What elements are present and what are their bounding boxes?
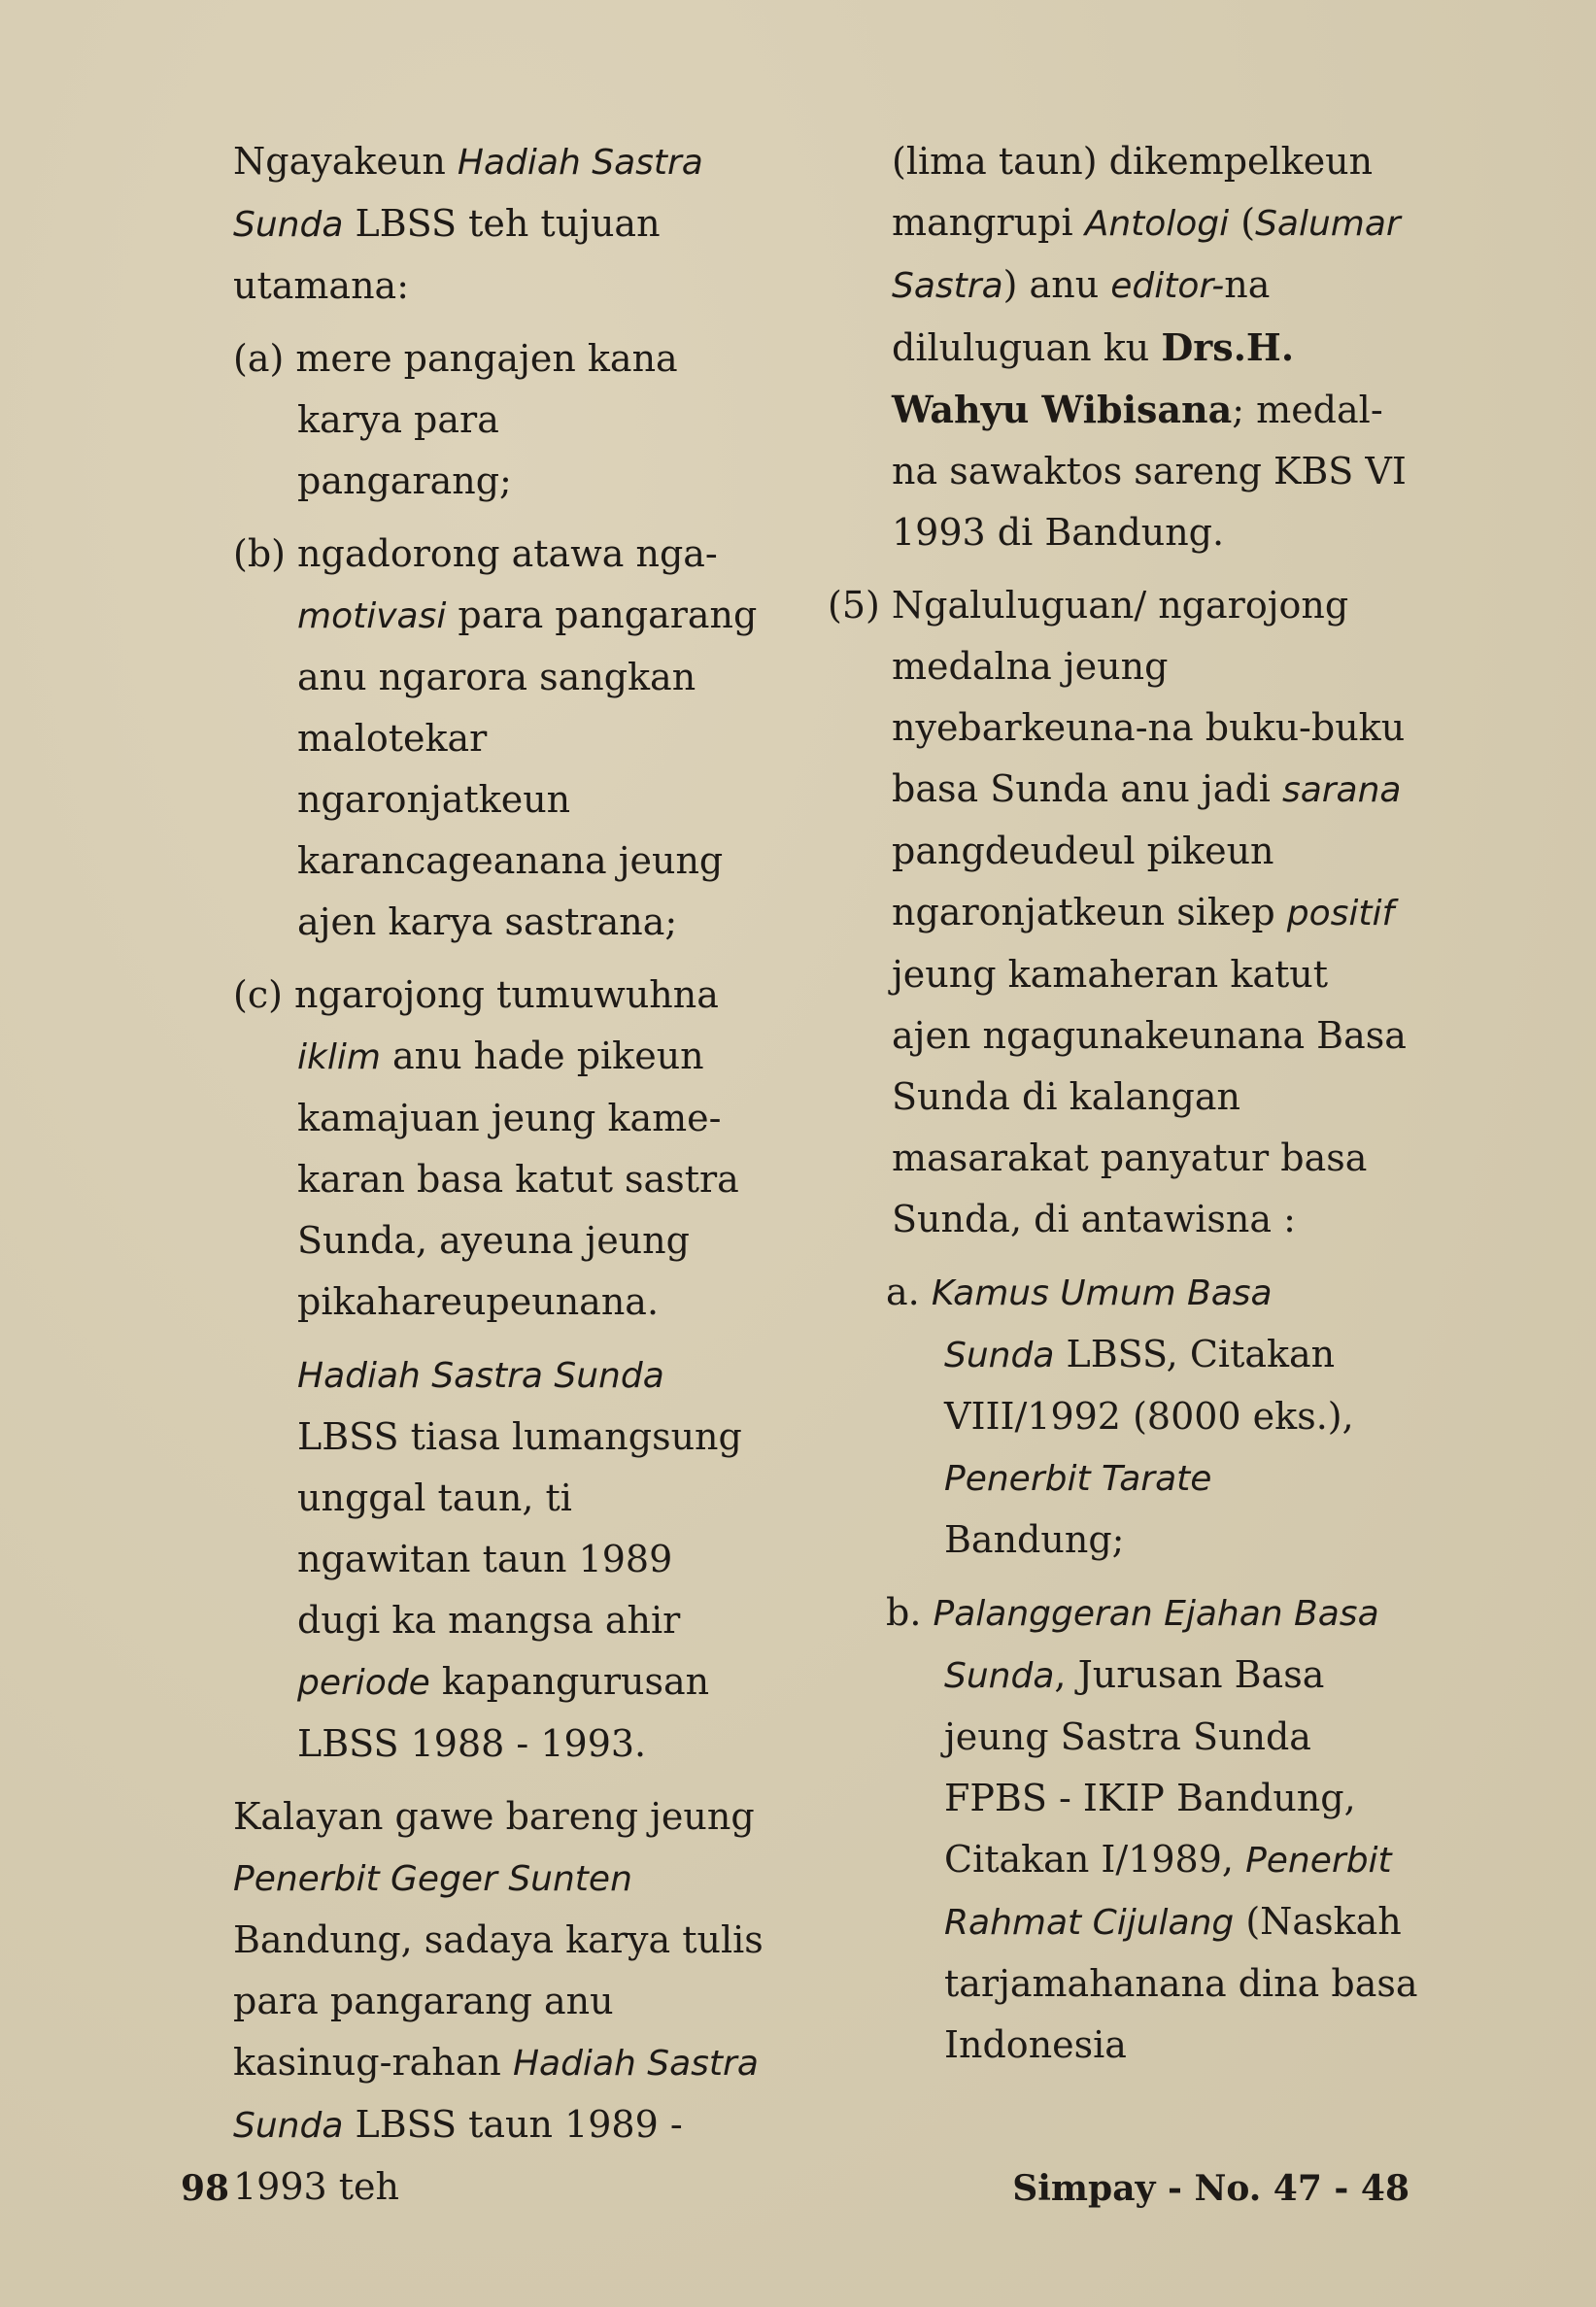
list-item-c xyxy=(233,965,816,1333)
italic-text: periode xyxy=(297,1663,430,1703)
continuation-paragraph xyxy=(828,131,1430,563)
text: (lima taun) dikempelkeun mangrupi xyxy=(892,140,1374,244)
text: Bandung, sadaya karya tulis para pangarang anu kasinug-rahan xyxy=(233,1918,764,2084)
italic-text: motivasi xyxy=(297,596,447,636)
text: pangdeudeul pikeun ngaronjatkeun sikep xyxy=(892,830,1287,933)
sub-item-a xyxy=(828,1262,1430,1571)
text: Ngayakeun xyxy=(233,140,458,183)
text: LBSS taun 1989 - 1993 teh xyxy=(233,2103,683,2208)
text: , Jurusan Basa jeung Sastra Sunda FPBS - IKIP Bandung, Citakan I/1989, xyxy=(944,1653,1356,1881)
text: (Naskah tarjamahanana dina basa Indonesia xyxy=(944,1900,1418,2066)
text: (5) Ngaluluguan/ ngarojong medalna jeung nyebarkeuna-na buku-buku basa Sunda anu jadi xyxy=(828,584,1406,810)
text: Bandung; xyxy=(944,1518,1125,1561)
italic-text: Hadiah Sastra Sunda xyxy=(297,1356,664,1396)
italic-text: Hadiah Sastra Sunda xyxy=(233,143,703,245)
italic-text: editor- xyxy=(1110,266,1225,306)
text: (c) ngarojong tumuwuhna xyxy=(233,973,719,1016)
intro-paragraph xyxy=(233,131,816,317)
text: (b) ngadorong atawa nga- xyxy=(233,532,718,575)
italic-text: Hadiah Sastra Sunda xyxy=(233,2044,759,2146)
sub-item-b xyxy=(828,1582,1430,2076)
text: Kalayan gawe bareng jeung xyxy=(233,1795,755,1838)
text: ( xyxy=(1229,201,1256,244)
list-item-5 xyxy=(828,575,1430,1250)
text: kapangurusan LBSS 1988 - 1993. xyxy=(297,1660,710,1765)
text: para pangarang anu ngarora sangkan malotekar ngaronjatkeun karancageanana jeung ajen karya sastrana; xyxy=(297,594,758,943)
kalayan-paragraph xyxy=(233,1786,816,2218)
left-column xyxy=(233,131,816,2218)
italic-text: Penerbit Geger Sunten xyxy=(233,1859,632,1899)
text: LBSS, Citakan VIII/1992 (8000 eks.), xyxy=(944,1333,1354,1438)
text: na diluluguan ku xyxy=(892,263,1271,369)
text: a. xyxy=(886,1271,932,1313)
text: ; medal-na sawaktos sareng KBS VI 1993 di Bandung. xyxy=(892,389,1407,554)
italic-text: Penerbit Tarate xyxy=(944,1459,1212,1499)
italic-text: Antologi xyxy=(1084,204,1230,244)
right-column xyxy=(828,131,1430,2076)
italic-text: Palanggeran Ejahan Basa Sunda xyxy=(933,1594,1379,1696)
italic-text: Kamus Umum Basa Sunda xyxy=(931,1273,1273,1375)
italic-text: sarana xyxy=(1281,770,1402,810)
italic-text: Salumar Sastra xyxy=(892,204,1401,306)
italic-text: positif xyxy=(1286,894,1395,933)
text: LBSS teh tujuan utamana: xyxy=(233,202,661,307)
text: LBSS tiasa lumangsung unggal taun, ti ngawitan taun 1989 dugi ka mangsa ahir xyxy=(297,1415,742,1642)
page-number: 98 xyxy=(181,2168,230,2209)
list-item-b xyxy=(233,524,816,953)
bold-text: Drs.H. Wahyu Wibisana xyxy=(892,325,1295,431)
italic-text: Penerbit Rahmat Cijulang xyxy=(944,1841,1392,1943)
magazine-footer: Simpay - No. 47 - 48 xyxy=(1012,2168,1409,2209)
text: anu hade pikeun kamajuan jeung kame-karan basa katut sastra Sunda, ayeuna jeung pikahareupeunana. xyxy=(297,1035,739,1323)
text: jeung kamaheran katut ajen ngagunakeunana Basa Sunda di kalangan masarakat panyatur basa Sunda, di antawisna : xyxy=(892,953,1407,1240)
italic-text: iklim xyxy=(297,1037,381,1077)
hadiah-paragraph xyxy=(233,1344,816,1775)
list-item-a xyxy=(233,328,816,512)
text: b. xyxy=(886,1591,934,1634)
text: ) anu xyxy=(1002,263,1111,306)
text: (a) mere pangajen kana karya para pangarang; xyxy=(233,337,678,502)
